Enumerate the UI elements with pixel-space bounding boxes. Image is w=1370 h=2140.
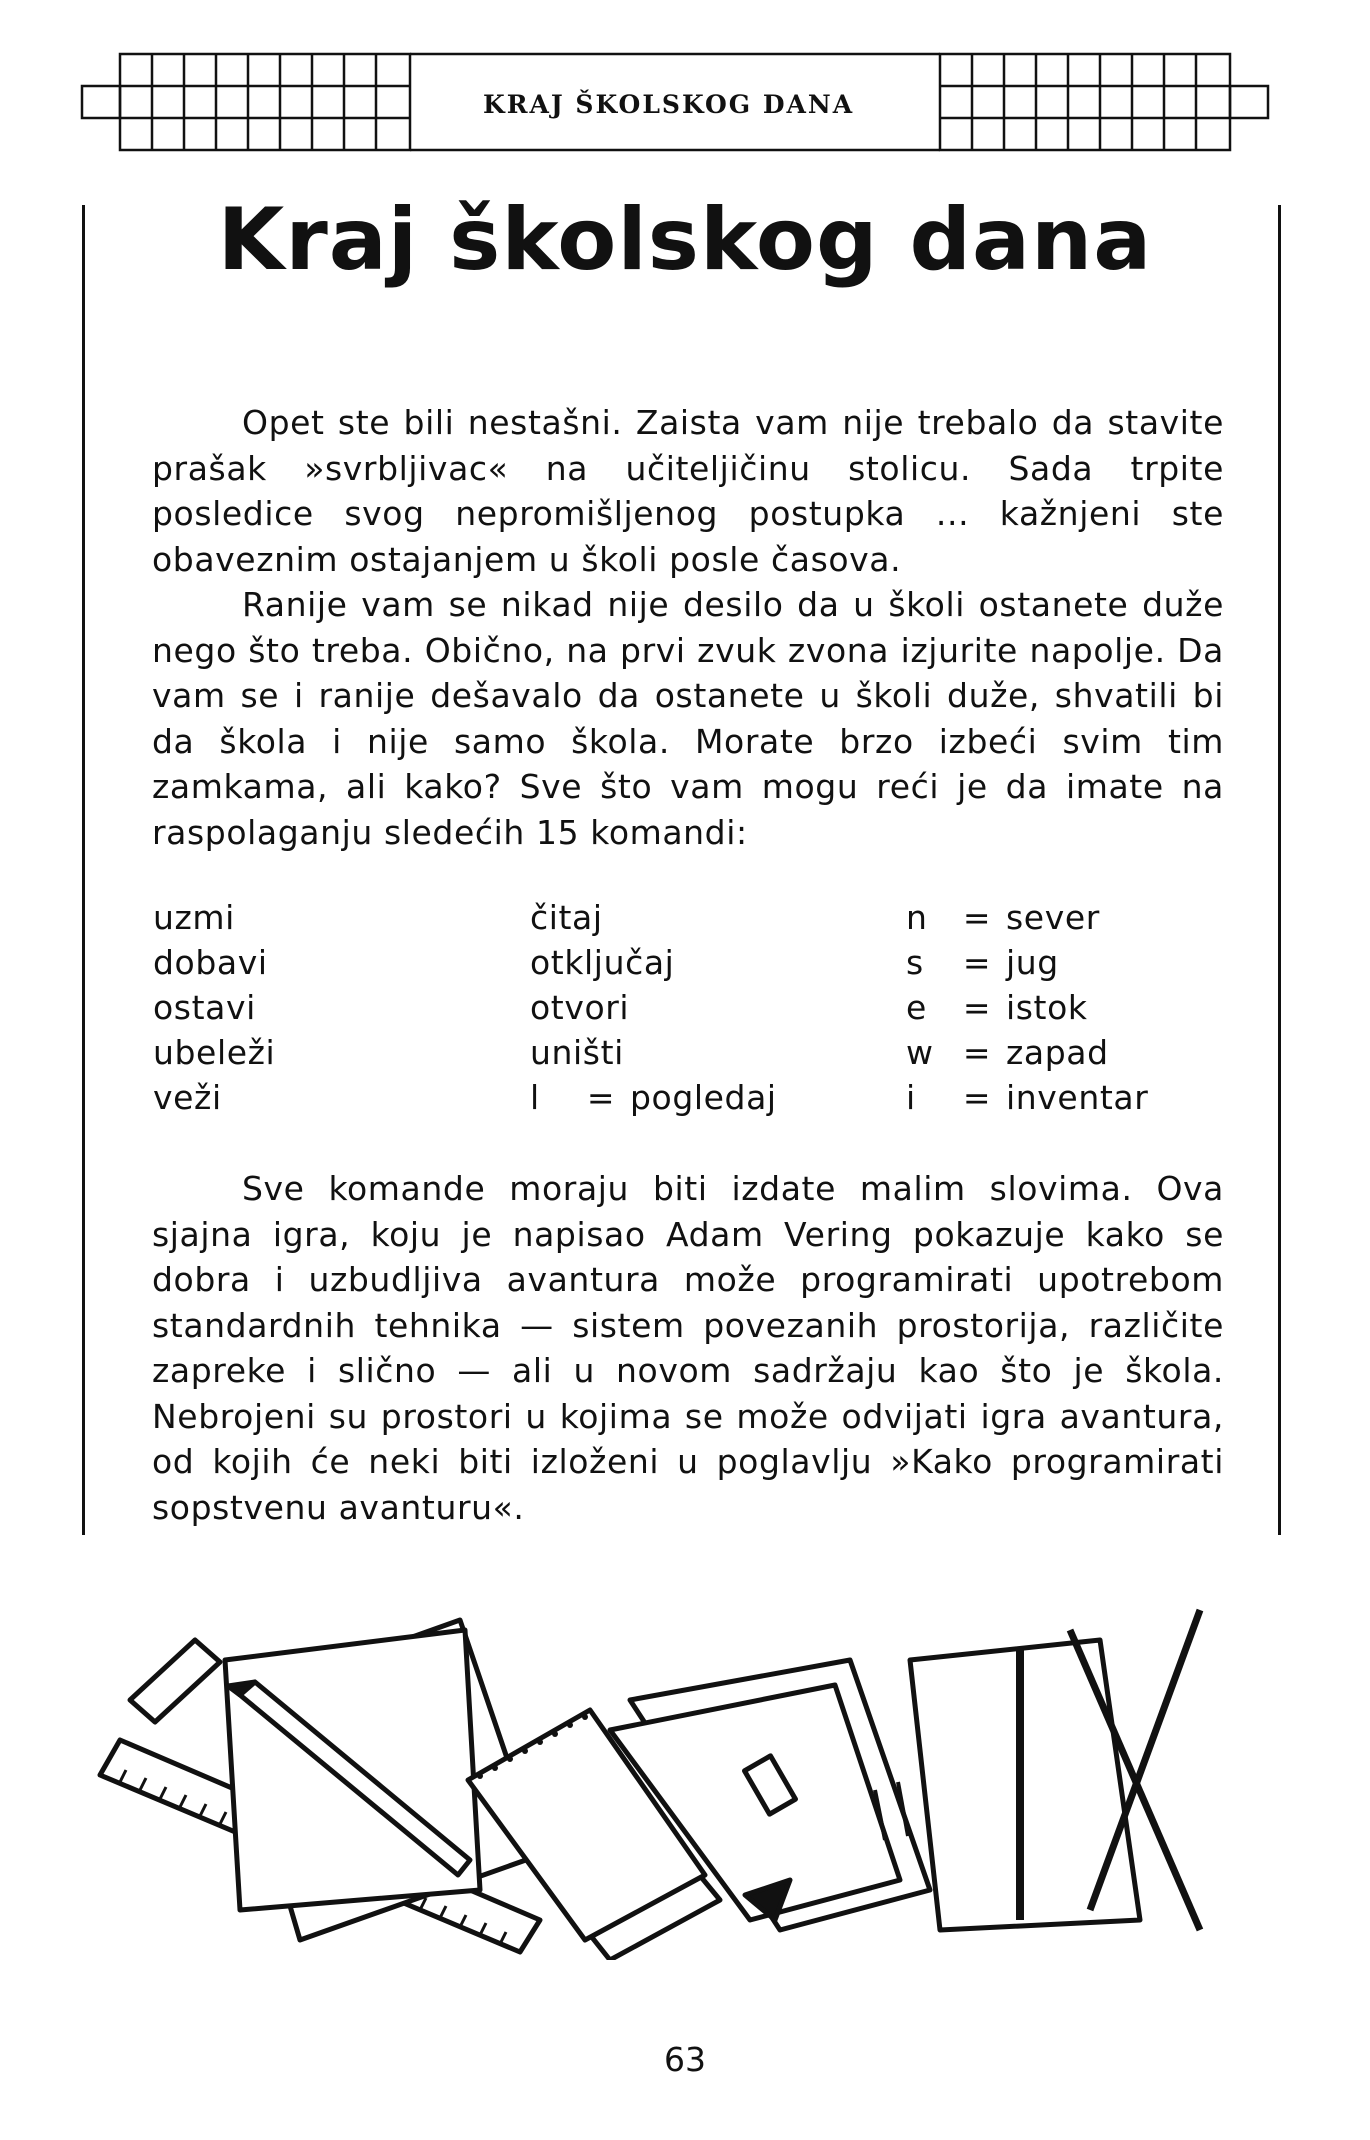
command-item bbox=[530, 1075, 777, 1120]
paragraph-closing: Sve komande moraju biti izdate malim slovima. Ova sjajna igra, koju je napisao Adam Vering pokazuje kako se dobra i uzbudljiva avantura može programirati upotrebom standardnih tehnika — sistem povezanih prostorija, različite zapreke i slično — ali u novom sadržaju kao što je škola. Nebrojeni su prostori u kojima se može odvijati igra avantura, od kojih će neki biti izloženi u poglavlju »Kako programirati sopstvenu avanturu«. bbox=[152, 1169, 1224, 1527]
command-meaning: istok bbox=[1006, 988, 1088, 1027]
command-key: l bbox=[530, 1078, 540, 1117]
chapter-title: Kraj školskog dana bbox=[217, 190, 1153, 290]
command-key: i bbox=[906, 1078, 916, 1117]
command-item: ubeleži bbox=[153, 1033, 276, 1072]
command-key: n bbox=[906, 898, 928, 937]
command-meaning: inventar bbox=[1006, 1078, 1149, 1117]
command-item: čitaj bbox=[530, 898, 603, 937]
running-head: KRAJ ŠKOLSKOG DANA bbox=[483, 90, 855, 119]
command-key: w bbox=[906, 1033, 934, 1072]
command-column-1 bbox=[153, 895, 275, 1120]
command-meaning: pogledaj bbox=[630, 1078, 777, 1117]
command-key: s bbox=[906, 943, 924, 982]
command-item bbox=[906, 940, 1148, 985]
command-item: uzmi bbox=[153, 898, 235, 937]
command-item: dobavi bbox=[153, 943, 268, 982]
command-item bbox=[906, 1075, 1148, 1120]
equals-sign: = bbox=[962, 1033, 992, 1072]
equals-sign: = bbox=[586, 1078, 616, 1117]
left-border-rule bbox=[82, 205, 85, 1535]
paragraph-intro: Opet ste bili nestašni. Zaista vam nije trebalo da stavite prašak »svrbljivac« na učiteljičinu stolicu. Sada trpite posledice svog nepromišljenog postupka ... kažnjeni ste obaveznim ostajanjem u školi posle časova. bbox=[152, 403, 1224, 579]
right-border-rule bbox=[1278, 205, 1281, 1535]
command-column-3 bbox=[906, 895, 1148, 1120]
equals-sign: = bbox=[962, 1078, 992, 1117]
paper-sheet-icon bbox=[910, 1640, 1140, 1930]
page-number: 63 bbox=[664, 2040, 706, 2079]
command-item: otvori bbox=[530, 988, 630, 1027]
command-meaning: zapad bbox=[1006, 1033, 1109, 1072]
command-meaning: jug bbox=[1006, 943, 1059, 982]
command-key: e bbox=[906, 988, 927, 1027]
command-item bbox=[906, 1030, 1148, 1075]
command-column-2 bbox=[530, 895, 777, 1120]
paragraph-second: Ranije vam se nikad nije desilo da u školi ostanete duže nego što treba. Obično, na prvi zvuk zvona izjurite napolje. Da vam se i ranije dešavalo da ostanete u školi duže, shvatili bi da škola i nije samo škola. Morate brzo izbeći svim tim zamkama, ali kako? Sve što vam mogu reći je da imate na raspolaganju sledećih 15 komandi: bbox=[152, 585, 1224, 852]
equals-sign: = bbox=[962, 943, 992, 982]
equals-sign: = bbox=[962, 988, 992, 1027]
command-item: veži bbox=[153, 1078, 222, 1117]
command-item bbox=[906, 895, 1148, 940]
school-supplies-illustration bbox=[90, 1590, 1280, 1960]
command-item: ostavi bbox=[153, 988, 256, 1027]
command-item bbox=[906, 985, 1148, 1030]
eraser-icon bbox=[130, 1640, 220, 1722]
command-item: otključaj bbox=[530, 943, 675, 982]
command-item: uništi bbox=[530, 1033, 624, 1072]
command-meaning: sever bbox=[1006, 898, 1100, 937]
intro-paragraphs bbox=[152, 400, 1224, 855]
equals-sign: = bbox=[962, 898, 992, 937]
